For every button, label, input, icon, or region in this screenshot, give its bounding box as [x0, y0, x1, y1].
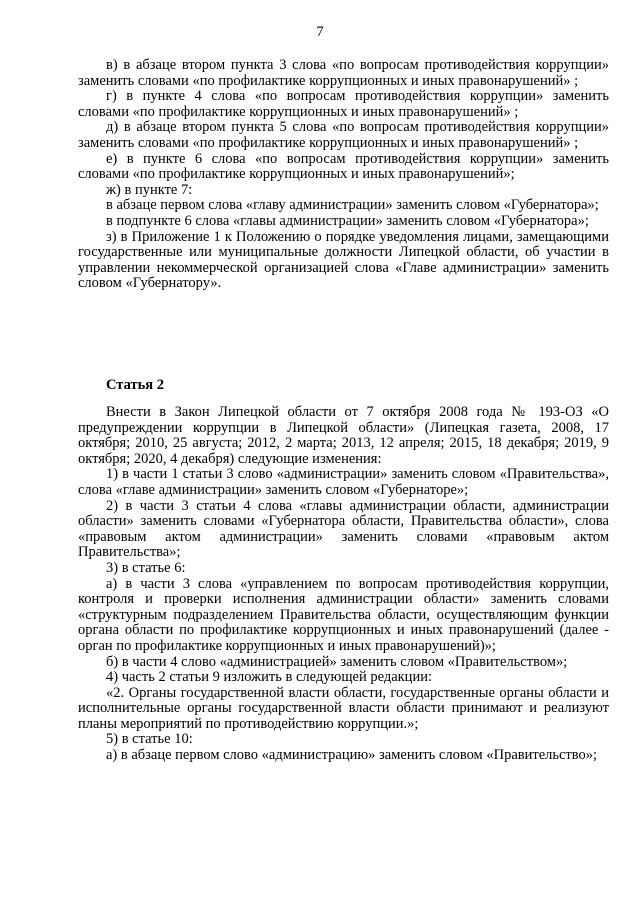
paragraph: ж) в пункте 7:	[106, 181, 193, 198]
paragraph: 3) в статье 6:	[106, 559, 186, 576]
paragraph: 5) в статье 10:	[106, 731, 193, 748]
paragraph: в подпункте 6 слова «главы администрации» заменить словом «Губернатора»;	[106, 212, 589, 229]
paragraph: 2) в части 3 статьи 4 слова «главы администрации области, администрации области» заменить словами «Губернатора области, Правительства области», слова «правовым актом администрации» заменить словами «правовым актом Правительства»;	[78, 497, 609, 561]
paragraph: в абзаце первом слова «главу администрации» заменить словом «Губернатора»;	[106, 197, 599, 214]
paragraph: Внести в Закон Липецкой области от 7 октября 2008 года № 193-ОЗ «О предупреждении коррупции в Липецкой области» (Липецкая газета, 2008, 17 октября; 2010, 25 августа; 2012, 2 марта; 2013, 12 апреля; 2015, 18 декабря; 2019, 9 октября; 2020, 4 декабря) следующие изменения:	[78, 404, 609, 467]
paragraph: д) в абзаце втором пункта 5 слова «по вопросам противодействия коррупции» заменить словами «по профилактике коррупционных и иных правонарушений» ;	[78, 119, 609, 151]
paragraph: г) в пункте 4 слова «по вопросам противодействия коррупции» заменить словами «по профилактике коррупционных и иных правонарушений» ;	[78, 88, 609, 120]
paragraph: в) в абзаце втором пункта 3 слова «по вопросам противодействия коррупции» заменить словами «по профилактике коррупционных и иных правонарушений» ;	[78, 57, 609, 89]
paragraph: е) в пункте 6 слова «по вопросам противодействия коррупции» заменить словами «по профилактике коррупционных и иных правонарушений»;	[78, 150, 609, 183]
document-body-part-1	[78, 58, 609, 292]
paragraph: 1) в части 1 статьи 3 слово «администрации» заменить словом «Правительства», слова «главе администрации» заменить словом «Губернаторе»;	[78, 466, 609, 498]
paragraph: а) в абзаце первом слово «администрацию» заменить словом «Правительство»;	[106, 747, 598, 764]
paragraph: а) в части 3 слова «управлением по вопросам противодействия коррупции, контроля и проверки исполнения администрации области» заменить словами «структурным подразделением Правительства области, осуществляющим функции органа области по профилактике коррупционных и иных правонарушений (далее - орган по профилактике коррупционных и иных правонарушений)»;	[78, 575, 609, 654]
paragraph: 4) часть 2 статьи 9 изложить в следующей редакции:	[106, 669, 432, 686]
paragraph: з) в Приложение 1 к Положению о порядке уведомления лицами, замещающими государственные или муниципальные должности Липецкой области, об участии в управлении некоммерческой организацией слова «Главе администрации» заменить словом «Губернатору».	[78, 228, 609, 292]
document-body-part-2	[78, 405, 609, 764]
page-number: 7	[316, 24, 324, 40]
article-heading: Статья 2	[106, 377, 164, 393]
paragraph: б) в части 4 слово «администрацией» заменить словом «Правительством»;	[106, 653, 568, 670]
paragraph: «2. Органы государственной власти области, государственные органы области и исполнительные органы государственной власти области принимают и реализуют планы мероприятий по противодействию коррупции.»;	[78, 684, 609, 732]
